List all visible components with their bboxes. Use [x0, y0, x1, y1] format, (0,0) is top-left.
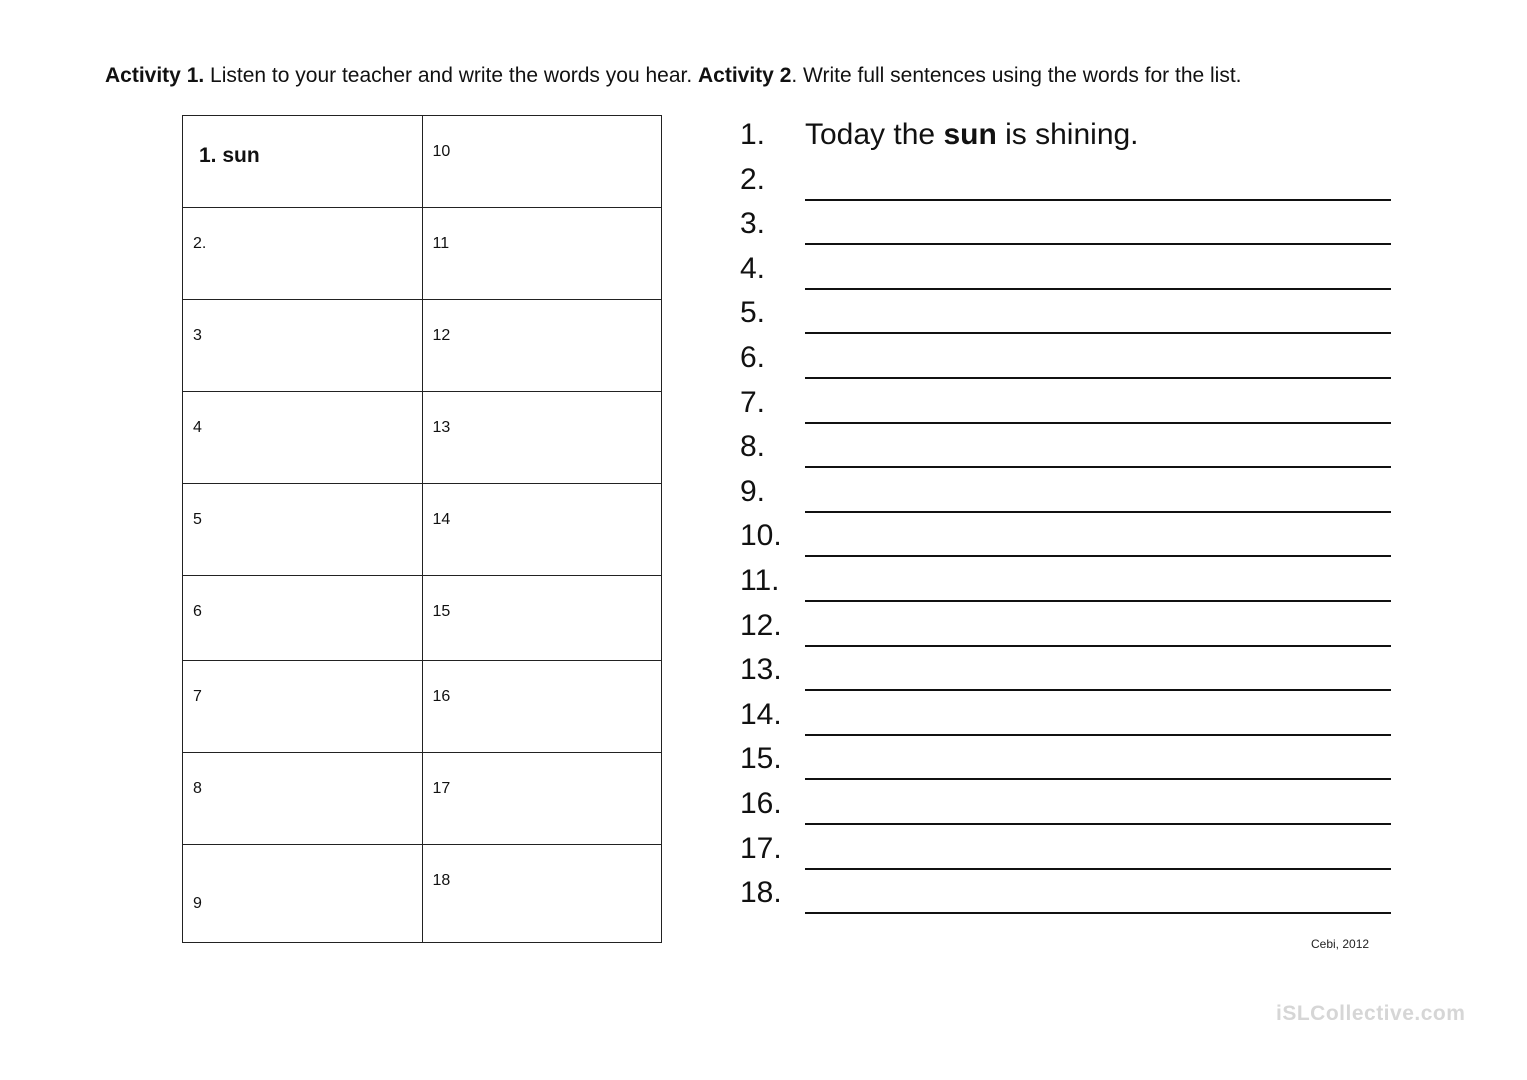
word-number-6: 6	[193, 603, 202, 620]
sentence-line-18[interactable]	[740, 870, 1400, 914]
word-cell-15[interactable]	[422, 576, 662, 661]
sentence-line-8[interactable]	[740, 424, 1400, 468]
answer-line[interactable]	[805, 912, 1391, 914]
word-cell-2[interactable]	[183, 208, 423, 300]
sentence-line-4[interactable]	[740, 246, 1400, 290]
word-cell-5[interactable]	[183, 484, 423, 576]
word-entry-1: 1. sun	[199, 144, 260, 167]
answer-line[interactable]	[805, 466, 1391, 468]
sentence-line-6[interactable]	[740, 335, 1400, 379]
word-cell-8[interactable]	[183, 753, 423, 845]
activity-1-label: Activity 1.	[105, 64, 205, 87]
answer-line[interactable]	[805, 600, 1391, 602]
activity-2-label: Activity 2	[698, 64, 792, 87]
watermark: iSLCollective.com	[1276, 1002, 1466, 1025]
sentence-number: 11.	[740, 564, 780, 597]
word-cell-9[interactable]	[183, 845, 423, 943]
sentence-number: 3.	[740, 207, 766, 240]
sentence-number: 2.	[740, 163, 766, 196]
sentence-number: 16.	[740, 787, 782, 820]
sentence-number: 6.	[740, 341, 766, 374]
answer-line[interactable]	[805, 689, 1391, 691]
sentence-number: 13.	[740, 653, 782, 686]
activity-2-text: . Write full sentences using the words for the list.	[791, 64, 1242, 87]
answer-line[interactable]	[805, 377, 1391, 379]
sentence-line-1	[740, 112, 1400, 156]
word-cell-7[interactable]	[183, 661, 423, 753]
word-number-15: 15	[432, 603, 451, 620]
word-number-14: 14	[432, 511, 451, 528]
sentence-number: 12.	[740, 609, 782, 642]
word-cell-3[interactable]	[183, 300, 423, 392]
sentence-line-16[interactable]	[740, 781, 1400, 825]
sentence-number: 10.	[740, 519, 782, 552]
answer-line[interactable]	[805, 823, 1391, 825]
word-number-16: 16	[432, 688, 451, 705]
answer-line[interactable]	[805, 555, 1391, 557]
word-number-5: 5	[193, 511, 202, 528]
word-cell-11[interactable]	[422, 208, 662, 300]
sentence-line-13[interactable]	[740, 647, 1400, 691]
sentence-number: 9.	[740, 475, 766, 508]
word-number-18: 18	[432, 872, 451, 889]
answer-line[interactable]	[805, 243, 1391, 245]
word-number-13: 13	[432, 419, 451, 436]
example-sentence	[805, 118, 1139, 152]
word-number-17: 17	[432, 780, 451, 797]
instructions	[105, 64, 1242, 88]
word-number-3: 3	[193, 327, 202, 344]
word-cell-1[interactable]	[183, 116, 423, 208]
word-number-2: 2.	[193, 235, 207, 252]
word-number-9: 9	[193, 895, 202, 912]
word-cell-6[interactable]	[183, 576, 423, 661]
word-number-12: 12	[432, 327, 451, 344]
sentence-number: 1.	[740, 118, 766, 151]
answer-line[interactable]	[805, 332, 1391, 334]
sentence-number: 4.	[740, 252, 766, 285]
author-credit: Cebi, 2012	[1311, 937, 1370, 951]
sentence-number: 14.	[740, 698, 782, 731]
word-cell-16[interactable]	[422, 661, 662, 753]
sentence-number: 5.	[740, 296, 766, 329]
sentence-number: 7.	[740, 386, 766, 419]
word-cell-12[interactable]	[422, 300, 662, 392]
example-sentence-start: Today the	[805, 118, 944, 151]
sentence-line-12[interactable]	[740, 603, 1400, 647]
sentence-line-7[interactable]	[740, 380, 1400, 424]
sentence-line-11[interactable]	[740, 558, 1400, 602]
word-cell-18[interactable]	[422, 845, 662, 943]
word-table	[182, 115, 662, 943]
sentence-line-17[interactable]	[740, 826, 1400, 870]
word-number-11: 11	[432, 235, 450, 252]
word-number-8: 8	[193, 780, 202, 797]
word-number-4: 4	[193, 419, 202, 436]
word-number-10: 10	[432, 143, 451, 160]
word-number-7: 7	[193, 688, 202, 705]
answer-line[interactable]	[805, 778, 1391, 780]
sentence-number: 15.	[740, 742, 782, 775]
example-sentence-keyword: sun	[943, 118, 997, 151]
word-cell-10[interactable]	[422, 116, 662, 208]
word-cell-4[interactable]	[183, 392, 423, 484]
word-cell-13[interactable]	[422, 392, 662, 484]
sentence-line-14[interactable]	[740, 692, 1400, 736]
example-sentence-end: is shining.	[996, 118, 1139, 151]
sentence-number: 17.	[740, 832, 782, 865]
sentence-number: 18.	[740, 876, 782, 909]
word-cell-14[interactable]	[422, 484, 662, 576]
sentence-line-3[interactable]	[740, 201, 1400, 245]
word-cell-17[interactable]	[422, 753, 662, 845]
sentence-line-2[interactable]	[740, 157, 1400, 201]
sentence-number: 8.	[740, 430, 766, 463]
sentence-line-5[interactable]	[740, 290, 1400, 334]
sentence-line-9[interactable]	[740, 469, 1400, 513]
sentence-line-15[interactable]	[740, 736, 1400, 780]
activity-1-text: Listen to your teacher and write the words you hear.	[204, 64, 698, 87]
sentence-line-10[interactable]	[740, 513, 1400, 557]
